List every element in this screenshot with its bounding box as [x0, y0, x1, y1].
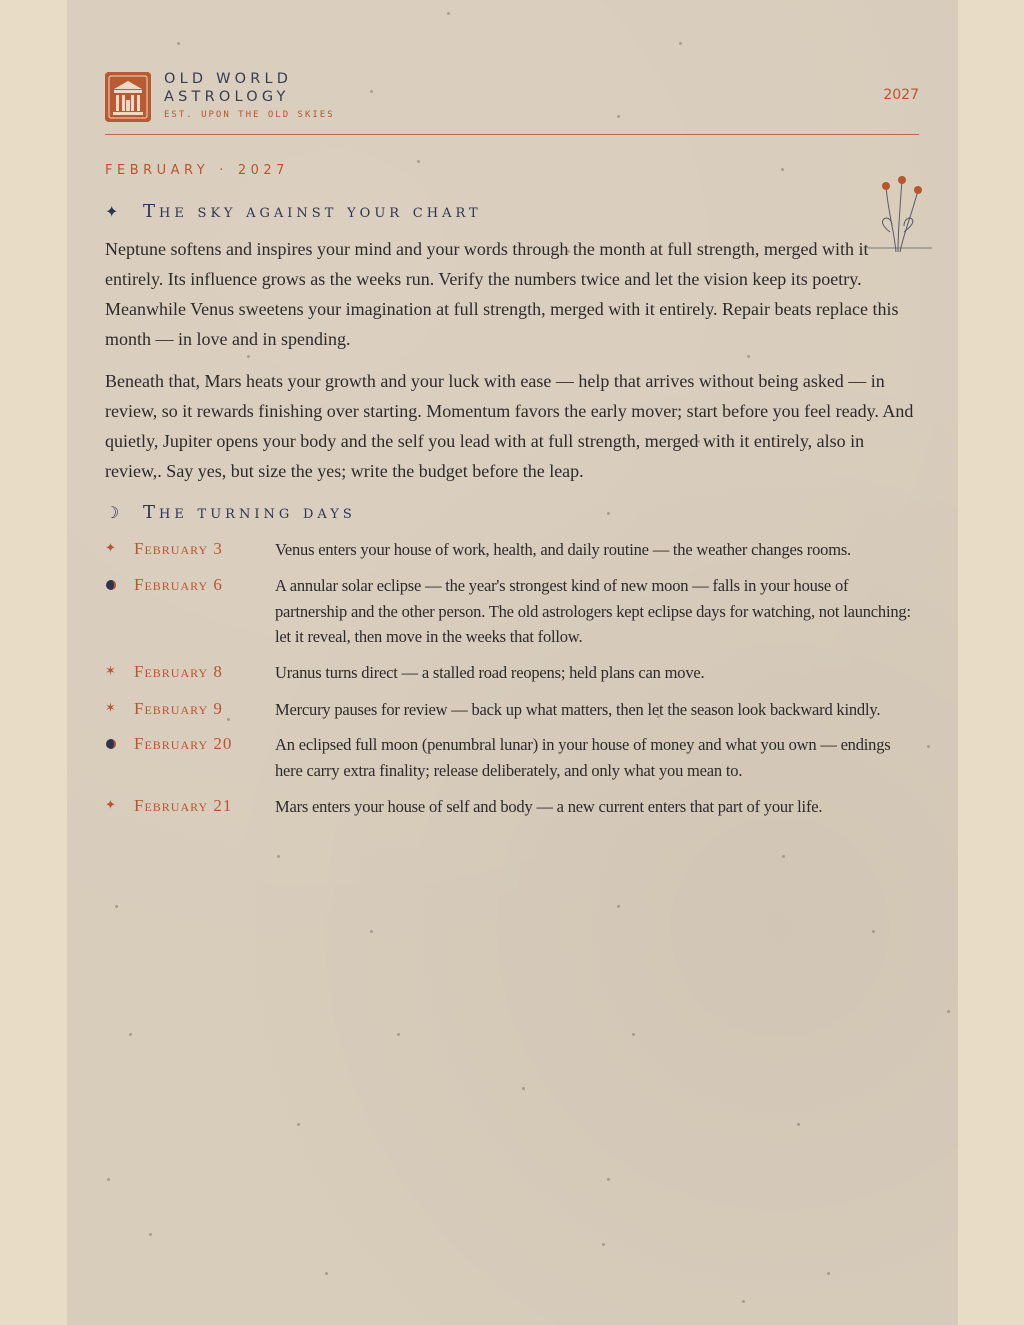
turning-section-heading [105, 502, 356, 523]
paper-speck [782, 855, 785, 858]
paper-speck [370, 930, 373, 933]
crescent-moon-icon: ☽ [105, 503, 120, 522]
event-date: February 6 [134, 575, 223, 594]
paper-speck [747, 355, 750, 358]
temple-facade-icon [105, 72, 151, 122]
paper-speck [947, 1010, 950, 1013]
header-year: 2027 [883, 87, 919, 103]
sky-paragraph-1: Neptune softens and inspires your mind and your words through the month at full strength, merged with it entirely. Its influence grows as the weeks run. Verify the numbers twice and let the vision keep its poetry. Meanwhile Venus sweetens your imagination at full strength, merged with it entirely. Repair beats replace this month — in love and in spending. [105, 239, 899, 349]
six-point-star-icon: ✶ [105, 664, 116, 679]
masthead [105, 70, 919, 135]
paper-speck [247, 355, 250, 358]
paper-speck [149, 1233, 152, 1236]
event-date: February 3 [134, 539, 223, 558]
paper-speck [632, 1033, 635, 1036]
brand-block [164, 70, 335, 120]
paper-speck [797, 1123, 800, 1126]
eclipse-moon-icon [105, 738, 119, 752]
four-point-star-icon: ✦ [105, 798, 116, 813]
dateline-year: 2027 [237, 163, 289, 178]
paper-speck [129, 1033, 132, 1036]
event-date: February 8 [134, 662, 223, 681]
sky-paragraph-2: Beneath that, Mars heats your growth and your luck with ease — help that arrives without being asked — in review, so it rewards finishing over starting. Momentum favors the early mover; start before you feel ready. And quietly, Jupiter opens your body and the self you lead with at full strength, merged with it entirely, also in review,. Say yes, but size the yes; write the budget before the leap. [105, 371, 914, 481]
event-text: Uranus turns direct — a stalled road reopens; held plans can move. [275, 663, 705, 682]
paper-speck [872, 930, 875, 933]
event-text: Mars enters your house of self and body — a new current enters that part of your life. [275, 797, 823, 816]
paper-speck [927, 745, 930, 748]
sky-section-heading [105, 201, 482, 222]
event-text: A annular solar eclipse — the year's strongest kind of new moon — falls in your house of partnership and the other person. The old astrologers kept eclipse days for watching, not launching: let it reveal, then move in the weeks that follow. [275, 576, 911, 646]
event-text: An eclipsed full moon (penumbral lunar) in your house of money and what you own — endings here carry extra finality; release deliberately, and only what you mean to. [275, 735, 891, 780]
paper-speck [742, 1300, 745, 1303]
paper-speck [297, 1123, 300, 1126]
paper-speck [781, 168, 784, 171]
paper-speck [607, 1178, 610, 1181]
paper-speck [227, 718, 230, 721]
paper-speck [679, 42, 682, 45]
paper-speck [325, 1272, 328, 1275]
paper-speck [607, 512, 610, 515]
six-point-star-icon: ✶ [105, 701, 116, 716]
event-text: Mercury pauses for review — back up what matters, then let the season look backward kindly. [275, 700, 881, 719]
paper-speck [277, 855, 280, 858]
eclipse-moon-icon [105, 579, 119, 593]
paper-speck [827, 1272, 830, 1275]
sky-section-title: The sky against your chart [143, 201, 482, 222]
brand-tagline: EST. UPON THE OLD SKIES [164, 110, 335, 120]
event-date: February 21 [134, 796, 233, 815]
event-date: February 9 [134, 699, 223, 718]
paper-speck [602, 1243, 605, 1246]
paper-speck [115, 905, 118, 908]
turning-section-title: The turning days [143, 502, 356, 523]
dateline-month: FEBRUARY [105, 163, 210, 178]
page-sheet [67, 0, 958, 1325]
paper-speck [107, 1178, 110, 1181]
paper-speck [177, 42, 180, 45]
brand-name-line1: OLD WORLD [164, 71, 293, 87]
four-point-star-icon: ✦ [105, 202, 119, 221]
paper-speck [417, 160, 420, 163]
dateline-separator: · [219, 163, 228, 178]
event-date: February 20 [134, 734, 233, 753]
paper-speck [447, 12, 450, 15]
event-text: Venus enters your house of work, health, and daily routine — the weather changes rooms. [275, 540, 851, 559]
brand-name-line2: ASTROLOGY [164, 89, 290, 105]
paper-speck [617, 905, 620, 908]
paper-speck [397, 1033, 400, 1036]
four-point-star-icon: ✦ [105, 541, 116, 556]
paper-speck [522, 1087, 525, 1090]
issue-dateline [105, 163, 289, 178]
